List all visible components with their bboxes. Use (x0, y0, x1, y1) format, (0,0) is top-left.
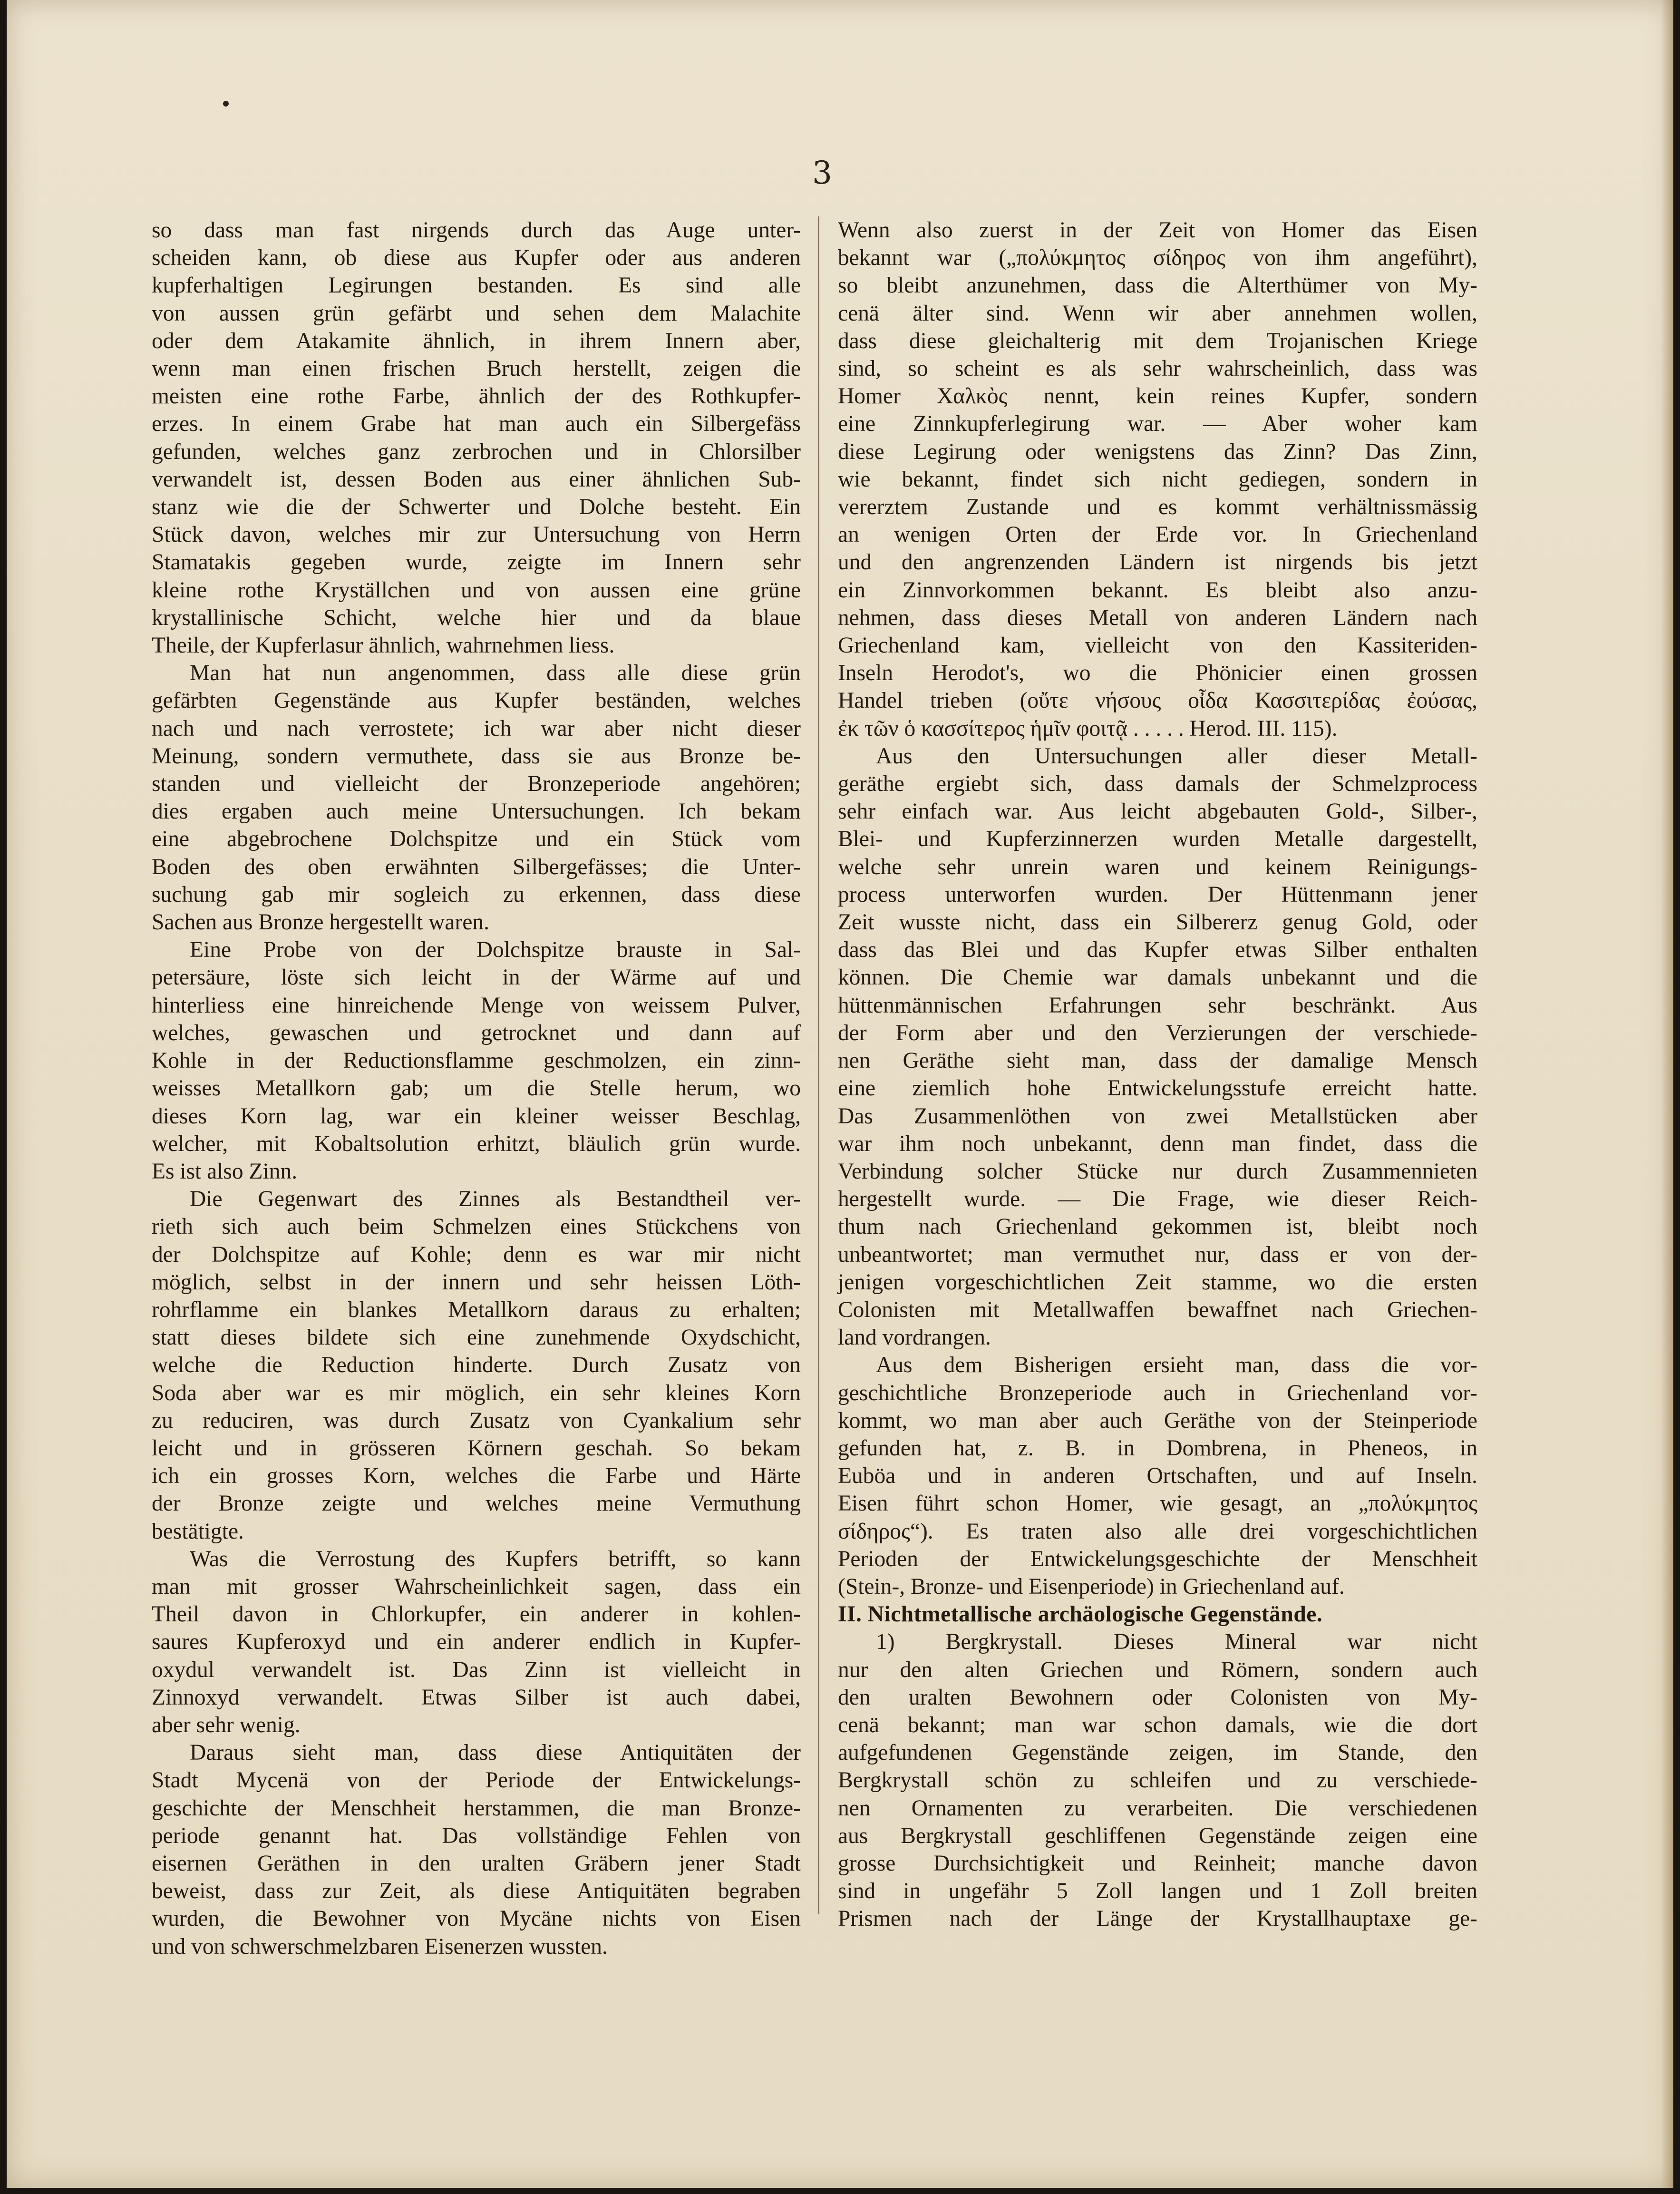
text-line: eine Zinnkupferlegirung war. — Aber woher kam (838, 411, 1477, 437)
text-line: nen Ornamenten zu verarbeiten. Die verschiedenen (838, 1795, 1477, 1821)
text-line: Es ist also Zinn. (152, 1159, 298, 1184)
text-line: Homer Χαλκὸς nennt, kein reines Kupfer, sondern (838, 384, 1477, 409)
text-line: nach und nach verrostete; ich war aber nicht dieser (152, 716, 801, 741)
text-line: so dass man fast nirgends durch das Auge unter- (152, 218, 801, 243)
text-line: cenä älter sind. Wenn wir aber annehmen wollen, (838, 301, 1477, 326)
text-line: sind in ungefähr 5 Zoll langen und 1 Zoll breiten (838, 1879, 1477, 1904)
text-line: war ihm noch unbekannt, denn man findet, dass die (838, 1131, 1477, 1156)
text-line: ein Zinnvorkommen bekannt. Es bleibt also anzu- (838, 577, 1477, 603)
text-line: Aus dem Bisherigen ersieht man, dass die vor- (876, 1353, 1477, 1378)
text-line: geschichte der Menschheit herstammen, die man Bronze- (152, 1795, 801, 1821)
text-line: ich ein grosses Korn, welches die Farbe und Härte (152, 1463, 801, 1489)
text-line: möglich, selbst in der innern und sehr heissen Löth- (152, 1269, 801, 1295)
text-line: oxydul verwandelt ist. Das Zinn ist vielleicht in (152, 1657, 801, 1682)
text-line: hinterliess eine hinreichende Menge von weissem Pulver, (152, 993, 801, 1018)
text-line: leicht und in grösseren Körnern geschah. So bekam (152, 1435, 801, 1461)
document-page (7, 0, 1673, 2188)
text-line: Theil davon in Chlorkupfer, ein anderer in kohlen- (152, 1602, 801, 1627)
text-line: 1) Bergkrystall. Dieses Mineral war nicht (876, 1629, 1477, 1655)
text-line: nehmen, dass dieses Metall von anderen Ländern nach (838, 605, 1477, 630)
text-line: sind, so scheint es als sehr wahrscheinlich, dass was (838, 356, 1477, 381)
text-line: Colonisten mit Metallwaffen bewaffnet nach Griechen- (838, 1297, 1477, 1322)
text-line: thum nach Griechenland gekommen ist, bleibt noch (838, 1214, 1477, 1239)
text-line: gefunden hat, z. B. in Dombrena, in Pheneos, in (838, 1435, 1477, 1461)
text-line: weisses Metallkorn gab; um die Stelle herum, wo (152, 1076, 801, 1101)
text-line: beweist, dass zur Zeit, als diese Antiquitäten begraben (152, 1879, 801, 1904)
text-line: jenigen vorgeschichtlichen Zeit stamme, wo die ersten (838, 1269, 1477, 1295)
section-heading: II. Nichtmetallische archäologische Gegenstände. (838, 1602, 1323, 1627)
text-line: scheiden kann, ob diese aus Kupfer oder aus anderen (152, 245, 801, 271)
text-line: bestätigte. (152, 1519, 244, 1544)
text-line: wie bekannt, findet sich nicht gediegen, sondern in (838, 467, 1477, 492)
page-edge (1661, 0, 1673, 2188)
text-line: Kohle in der Reductionsflamme geschmolzen, ein zinn- (152, 1048, 801, 1073)
text-line: so bleibt anzunehmen, dass die Alterthümer von My- (838, 273, 1477, 298)
text-line: gefärbten Gegenstände aus Kupfer beständen, welches (152, 688, 801, 713)
text-line: geräthe ergiebt sich, dass damals der Schmelzprocess (838, 771, 1477, 797)
text-line: eisernen Geräthen in den uralten Gräbern jener Stadt (152, 1851, 801, 1876)
text-line: hergestellt wurde. — Die Frage, wie dieser Reich- (838, 1187, 1477, 1212)
text-line: rohrflamme ein blankes Metallkorn daraus zu erhalten; (152, 1297, 801, 1322)
text-line: Prismen nach der Länge der Krystallhauptaxe ge- (838, 1906, 1477, 1931)
text-line: Eine Probe von der Dolchspitze brauste in Sal- (190, 937, 801, 963)
text-line: welche die Reduction hinderte. Durch Zusatz von (152, 1353, 801, 1378)
text-line: können. Die Chemie war damals unbekannt und die (838, 965, 1477, 990)
text-line: und den angrenzenden Ländern ist nirgends bis jetzt (838, 550, 1477, 575)
text-line: kleine rothe Kryställchen und von aussen eine grüne (152, 577, 801, 603)
text-line: aus Bergkrystall geschliffenen Gegenstände zeigen eine (838, 1823, 1477, 1848)
text-line: Was die Verrostung des Kupfers betrifft, so kann (190, 1546, 801, 1571)
text-line: Zeit wusste nicht, dass ein Silbererz genug Gold, oder (838, 910, 1477, 935)
text-line: Eisen führt schon Homer, wie gesagt, an „πολύκμητος (838, 1491, 1477, 1516)
text-line: dass das Blei und das Kupfer etwas Silber enthalten (838, 937, 1477, 963)
text-line: Boden des oben erwähnten Silbergefässes; die Unter- (152, 854, 801, 879)
text-line: zu reduciren, was durch Zusatz von Cyankalium sehr (152, 1408, 801, 1433)
text-line: eine abgebrochene Dolchspitze und ein Stück vom (152, 827, 801, 852)
text-line: Griechenland kam, vielleicht von den Kassiteriden- (838, 633, 1477, 658)
text-line: sehr einfach war. Aus leicht abgebauten Gold-, Silber-, (838, 799, 1477, 824)
text-line: welche sehr unrein waren und keinem Reinigungs- (838, 854, 1477, 879)
text-line: process unterworfen wurden. Der Hüttenmann jener (838, 882, 1477, 907)
text-line: krystallinische Schicht, welche hier und da blaue (152, 605, 801, 630)
page-number: 3 (812, 155, 832, 191)
text-line: der Dolchspitze auf Kohle; denn es war mir nicht (152, 1242, 801, 1267)
text-line: verwandelt ist, dessen Boden aus einer ähnlichen Sub- (152, 467, 801, 492)
text-line: rieth sich auch beim Schmelzen eines Stückchens von (152, 1214, 801, 1239)
text-line: dieses Korn lag, war ein kleiner weisser Beschlag, (152, 1103, 801, 1129)
text-line: cenä bekannt; man war schon damals, wie die dort (838, 1712, 1477, 1737)
text-line: welches, gewaschen und getrocknet und dann auf (152, 1020, 801, 1045)
text-line: Stück davon, welches mir zur Untersuchung von Herrn (152, 522, 801, 547)
text-line: kommt, wo man aber auch Geräthe von der Steinperiode (838, 1408, 1477, 1433)
text-line: gefunden, welches ganz zerbrochen und in Chlorsilber (152, 439, 801, 464)
text-line: petersäure, löste sich leicht in der Wärme auf und (152, 965, 801, 990)
text-line: Euböa und in anderen Ortschaften, und auf Inseln. (838, 1463, 1477, 1489)
text-line: bekannt war („πολύκμητος σίδηρος von ihm angeführt), (838, 245, 1477, 271)
text-line: Daraus sieht man, dass diese Antiquitäten der (190, 1740, 801, 1765)
text-line: wurden, die Bewohner von Mycäne nichts von Eisen (152, 1906, 801, 1931)
text-line: suchung gab mir sogleich zu erkennen, dass diese (152, 882, 801, 907)
text-line: ἐκ τῶν ὁ κασσίτερος ἡμῖν φοιτᾷ . . . . . Herod. III. 115). (838, 716, 1338, 741)
text-line: unbeantwortet; man vermuthet nur, dass er von der- (838, 1242, 1477, 1267)
text-line: von aussen grün gefärbt und sehen dem Malachite (152, 301, 801, 326)
text-line: Das Zusammenlöthen von zwei Metallstücken aber (838, 1103, 1477, 1129)
text-line: der Form aber und den Verzierungen der verschiede- (838, 1020, 1477, 1045)
text-line: saures Kupferoxyd und ein anderer endlich in Kupfer- (152, 1629, 801, 1655)
text-line: Zinnoxyd verwandelt. Etwas Silber ist auch dabei, (152, 1685, 801, 1710)
text-line: statt dieses bildete sich eine zunehmende Oxydschicht, (152, 1325, 801, 1350)
text-line: vererztem Zustande und es kommt verhältnissmässig (838, 495, 1477, 520)
text-line: Soda aber war es mir möglich, ein sehr kleines Korn (152, 1380, 801, 1405)
text-line: kupferhaltigen Legirungen bestanden. Es sind alle (152, 273, 801, 298)
text-line: standen und vielleicht der Bronzeperiode angehören; (152, 771, 801, 797)
text-line: Inseln Herodot's, wo die Phönicier einen grossen (838, 661, 1477, 686)
text-line: Verbindung solcher Stücke nur durch Zusammennieten (838, 1159, 1477, 1184)
text-line: Meinung, sondern vermuthete, dass sie aus Bronze be- (152, 743, 801, 769)
text-line: Die Gegenwart des Zinnes als Bestandtheil ver- (190, 1187, 801, 1212)
text-line: geschichtliche Bronzeperiode auch in Griechenland vor- (838, 1380, 1477, 1405)
text-line: σίδηρος“). Es traten also alle drei vorgeschichtlichen (838, 1519, 1477, 1544)
text-line: hüttenmännischen Erfahrungen sehr beschränkt. Aus (838, 993, 1477, 1018)
text-line: Perioden der Entwickelungsgeschichte der Menschheit (838, 1546, 1477, 1571)
text-line: der Bronze zeigte und welches meine Vermuthung (152, 1491, 801, 1516)
text-line: erzes. In einem Grabe hat man auch ein Silbergefäss (152, 411, 801, 437)
text-line: stanz wie die der Schwerter und Dolche besteht. Ein (152, 495, 801, 520)
text-line: oder dem Atakamite ähnlich, in ihrem Innern aber, (152, 328, 801, 353)
left-column (152, 216, 801, 1960)
text-line: (Stein-, Bronze- und Eisenperiode) in Griechenland auf. (838, 1574, 1345, 1599)
text-line: Aus den Untersuchungen aller dieser Metall- (876, 743, 1477, 769)
text-line: periode genannt hat. Das vollständige Fehlen von (152, 1823, 801, 1848)
text-line: meisten eine rothe Farbe, ähnlich der des Rothkupfer- (152, 384, 801, 409)
text-line: land vordrangen. (838, 1325, 991, 1350)
text-line: an wenigen Orten der Erde vor. In Griechenland (838, 522, 1477, 547)
text-line: den uralten Bewohnern oder Colonisten von My- (838, 1685, 1477, 1710)
column-divider (818, 216, 819, 1914)
text-line: Stadt Mycenä von der Periode der Entwickelungs- (152, 1768, 801, 1793)
text-line: Stamatakis gegeben wurde, zeigte im Innern sehr (152, 550, 801, 575)
text-line: aber sehr wenig. (152, 1712, 301, 1737)
text-line: dies ergaben auch meine Untersuchungen. Ich bekam (152, 799, 801, 824)
text-line: aufgefundenen Gegenstände zeigen, im Stande, den (838, 1740, 1477, 1765)
text-line: Blei- und Kupferzinnerzen wurden Metalle dargestellt, (838, 827, 1477, 852)
ink-speck (223, 101, 229, 107)
text-line: nur den alten Griechen und Römern, sondern auch (838, 1657, 1477, 1682)
right-column (838, 216, 1477, 1933)
text-line: Handel trieben (οὔτε νήσους οἶδα Κασσιτερίδας ἐούσας, (838, 688, 1477, 713)
text-line: welcher, mit Kobaltsolution erhitzt, bläulich grün wurde. (152, 1131, 801, 1156)
text-line: Sachen aus Bronze hergestellt waren. (152, 910, 490, 935)
text-line: nen Geräthe sieht man, dass der damalige Mensch (838, 1048, 1477, 1073)
text-line: diese Legirung oder wenigstens das Zinn? Das Zinn, (838, 439, 1477, 464)
text-line: Man hat nun angenommen, dass alle diese grün (190, 661, 801, 686)
text-line: wenn man einen frischen Bruch herstellt, zeigen die (152, 356, 801, 381)
text-line: man mit grosser Wahrscheinlichkeit sagen, dass ein (152, 1574, 801, 1599)
text-line: dass diese gleichalterig mit dem Trojanischen Kriege (838, 328, 1477, 353)
text-line: und von schwerschmelzbaren Eisenerzen wussten. (152, 1934, 608, 1959)
text-line: Bergkrystall schön zu schleifen und zu verschiede- (838, 1768, 1477, 1793)
text-line: Theile, der Kupferlasur ähnlich, wahrnehmen liess. (152, 633, 615, 658)
text-line: grosse Durchsichtigkeit und Reinheit; manche davon (838, 1851, 1477, 1876)
text-line: Wenn also zuerst in der Zeit von Homer das Eisen (838, 218, 1477, 243)
text-line: eine ziemlich hohe Entwickelungsstufe erreicht hatte. (838, 1076, 1477, 1101)
